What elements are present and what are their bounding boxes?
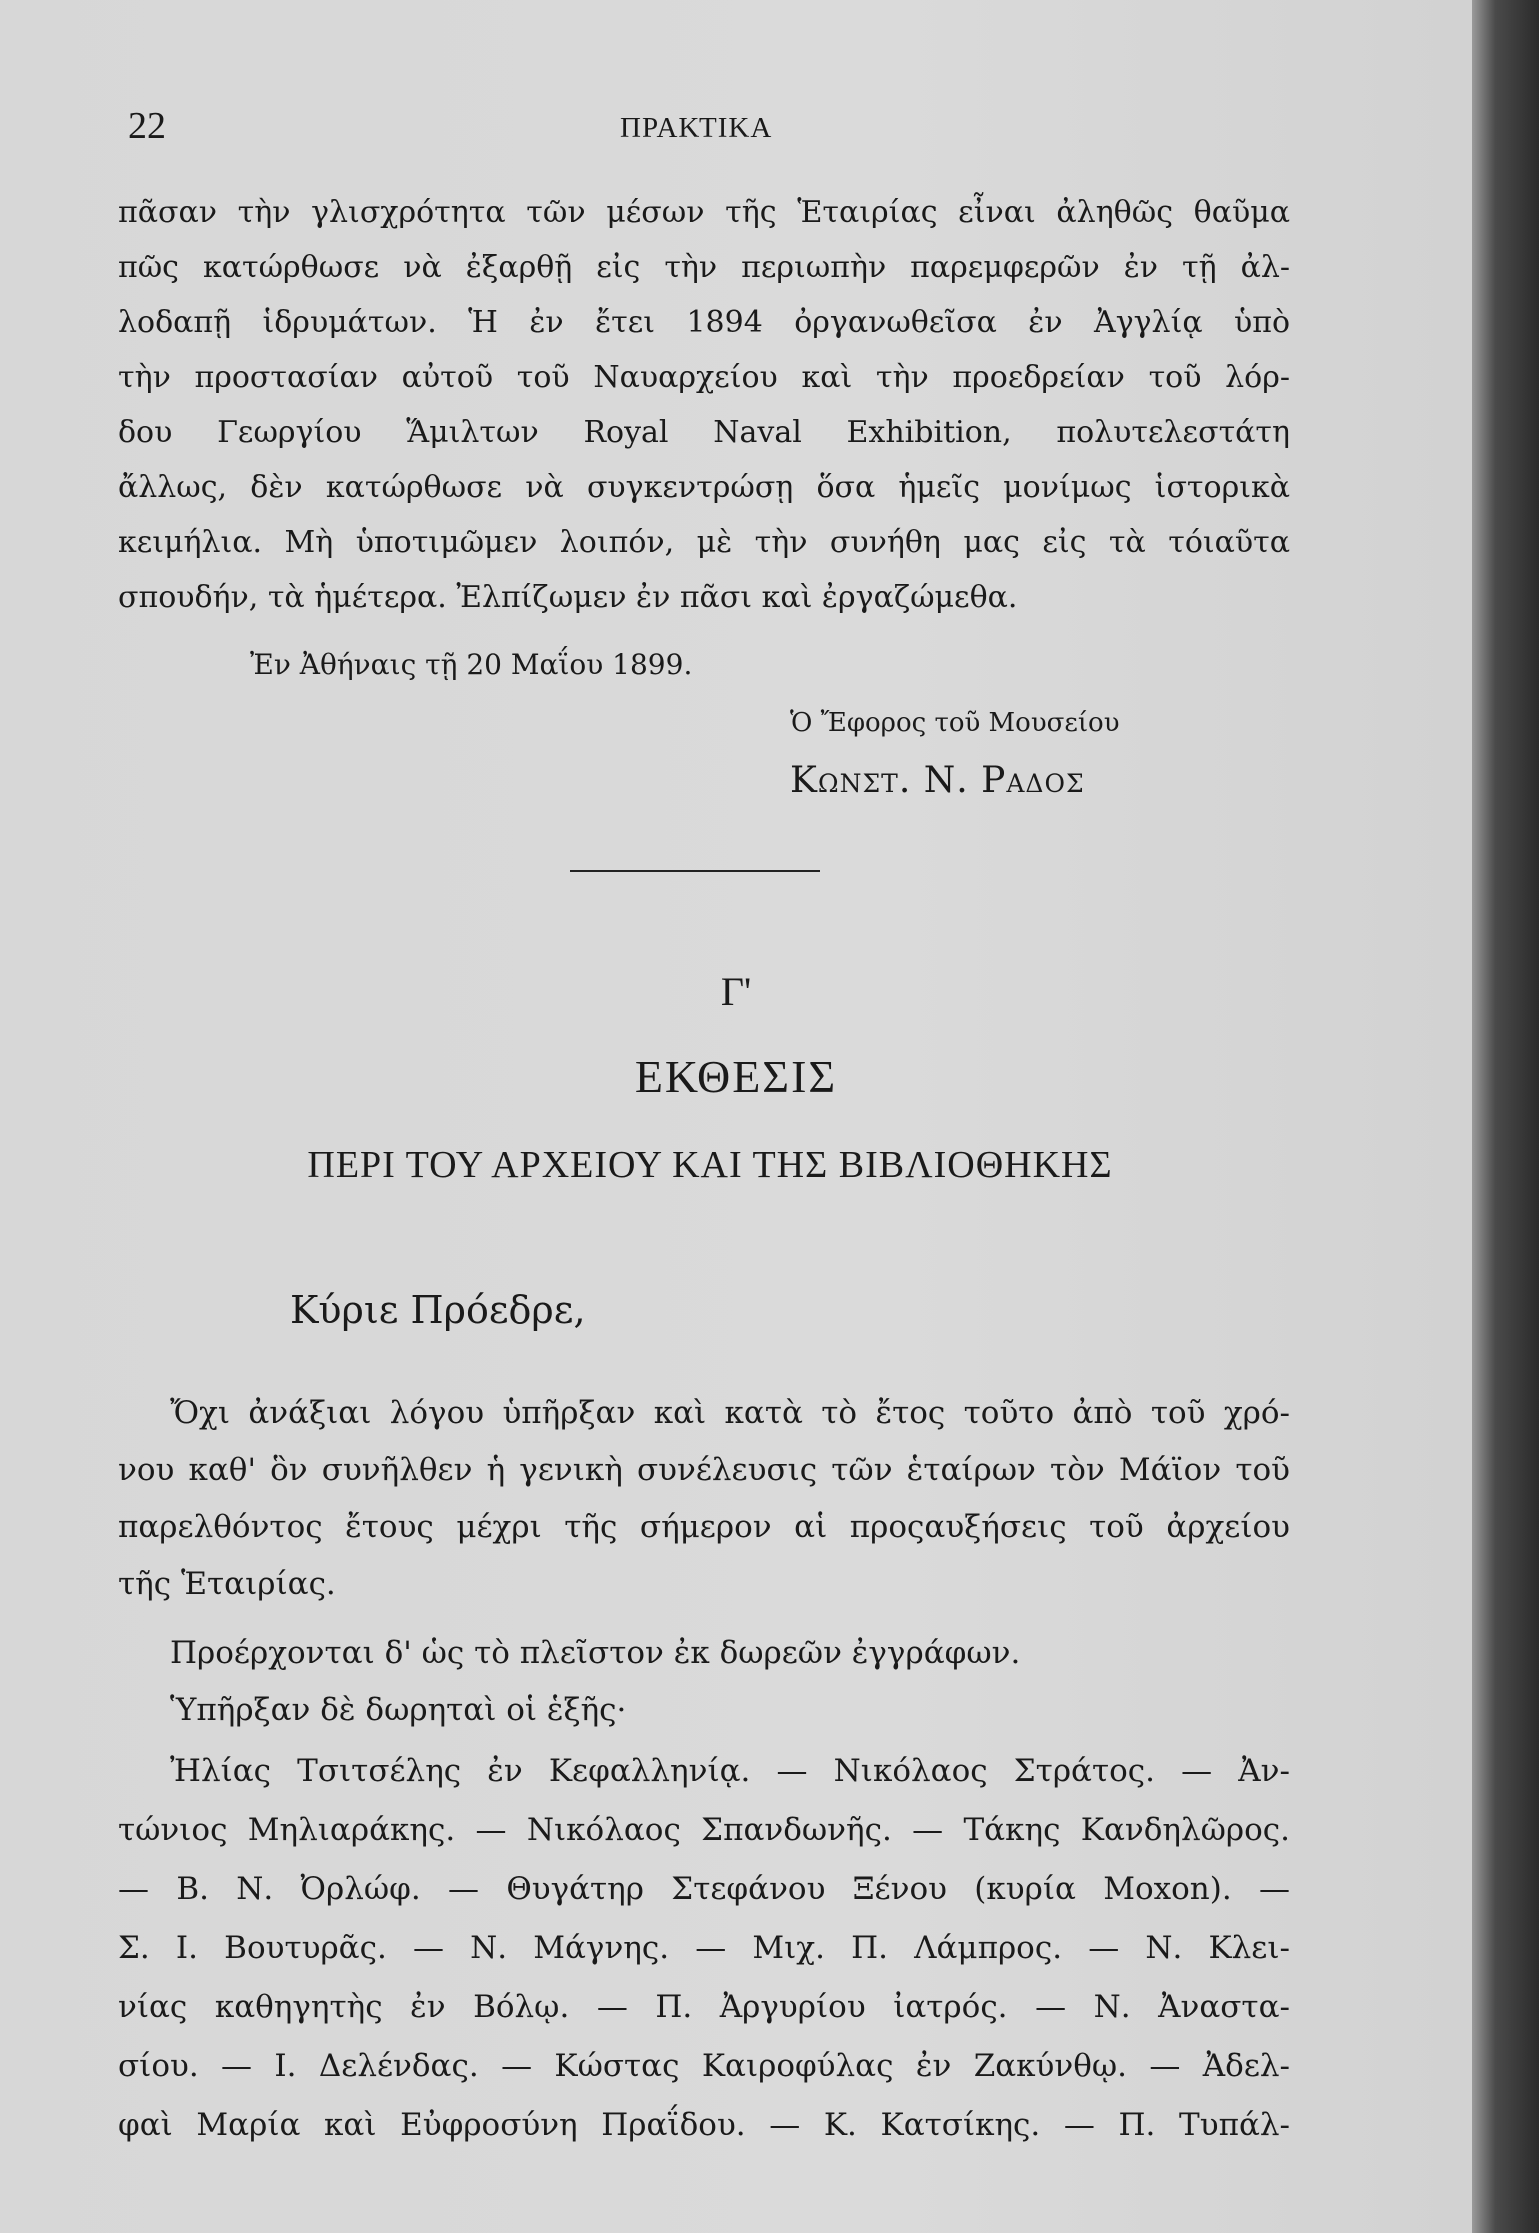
text-line: δου Γεωργίου Ἅμιλτων Royal Naval Exhibition, πολυτελεστάτη [118,415,1290,450]
text-line: Σ. Ι. Βουτυρᾶς. — Ν. Μάγνης. — Μιχ. Π. Λάμπρος. — Ν. Κλει- [118,1930,1290,1966]
text-line: σίου. — Ι. Δελένδας. — Κώστας Καιροφύλας ἐν Ζακύνθῳ. — Ἀδελ- [118,2048,1290,2084]
text-line: Ἠλίας Τσιτσέλης ἐν Κεφαλληνίᾳ. — Νικόλαος Στράτος. — Ἀν- [170,1753,1290,1789]
text-line: Προέρχονται δ' ὡς τὸ πλεῖστον ἐκ δωρεῶν ἐγγράφων. [170,1635,1021,1671]
text-line: σπουδήν, τὰ ἡμέτερα. Ἐλπίζωμεν ἐν πᾶσι καὶ ἐργαζώμεθα. [118,580,1018,615]
text-line: πᾶσαν τὴν γλισχρότητα τῶν μέσων τῆς Ἑταιρίας εἶναι ἀληθῶς θαῦμα [118,195,1290,230]
text-line: λοδαπῇ ἱδρυμάτων. Ἡ ἐν ἔτει 1894 ὀργανωθεῖσα ἐν Ἀγγλίᾳ ὑπὸ [118,305,1290,340]
text-line: φαὶ Μαρία καὶ Εὐφροσύνη Πραΐδου. — Κ. Κατσίκης. — Π. Τυπάλ- [118,2107,1290,2143]
signature-title: Ὁ Ἔφορος τοῦ Μουσείου [790,708,1120,738]
text-line: νίας καθηγητὴς ἐν Βόλῳ. — Π. Ἀργυρίου ἰατρός. — Ν. Ἀναστα- [118,1989,1290,2025]
salutation: Κύριε Πρόεδρε, [290,1288,586,1332]
text-line: τὴν προστασίαν αὐτοῦ τοῦ Ναυαρχείου καὶ τὴν προεδρείαν τοῦ λόρ- [118,360,1290,395]
text-line: τῆς Ἑταιρίας. [118,1566,336,1602]
text-line: — Β. Ν. Ὀρλώφ. — Θυγάτηρ Στεφάνου Ξένου (κυρία Moxon). — [118,1871,1290,1907]
section-letter: Γ' [720,969,752,1014]
text-line: κειμήλια. Μὴ ὑποτιμῶμεν λοιπόν, μὲ τὴν συνήθη μας εἰς τὰ τόιαῦτα [118,525,1290,560]
text-line: Ὑπῆρξαν δὲ δωρηταὶ οἱ ἑξῆς· [170,1692,627,1728]
text-line: νου καθ' ὃν συνῆλθεν ἡ γενικὴ συνέλευσις τῶν ἑταίρων τὸν Μάϊον τοῦ [118,1452,1290,1488]
book-binding-edge [1472,0,1539,2233]
section-divider [570,870,820,872]
text-line: Ὄχι ἀνάξιαι λόγου ὑπῆρξαν καὶ κατὰ τὸ ἔτος τοῦτο ἀπὸ τοῦ χρό- [170,1395,1290,1431]
section-subtitle: ΠΕΡΙ ΤΟΥ ΑΡΧΕΙΟΥ ΚΑΙ ΤΗΣ ΒΙΒΛΙΟΘΗΚΗΣ [307,1144,1113,1186]
signature-name: Κωνστ. Ν. Ραδος [790,760,1085,801]
section-title: ΕΚΘΕΣΙΣ [634,1051,838,1102]
text-line: τώνιος Μηλιαράκης. — Νικόλαος Σπανδωνῆς. — Τάκης Κανδηλῶρος. [118,1812,1290,1848]
text-line: παρελθόντος ἔτους μέχρι τῆς σήμερον αἱ προςαυξήσεις τοῦ ἀρχείου [118,1509,1290,1545]
text-line: πῶς κατώρθωσε νὰ ἐξαρθῇ εἰς τὴν περιωπὴν παρεμφερῶν ἐν τῇ ἀλ- [118,250,1290,285]
page-number: 22 [128,105,166,147]
running-head: ΠΡΑΚΤΙΚΑ [620,112,773,144]
text-line: ἄλλως, δὲν κατώρθωσε νὰ συγκεντρώσῃ ὅσα ἡμεῖς μονίμως ἱστορικὰ [118,470,1290,505]
date-line: Ἐν Ἀθήναις τῇ 20 Μαΐου 1899. [250,648,693,681]
